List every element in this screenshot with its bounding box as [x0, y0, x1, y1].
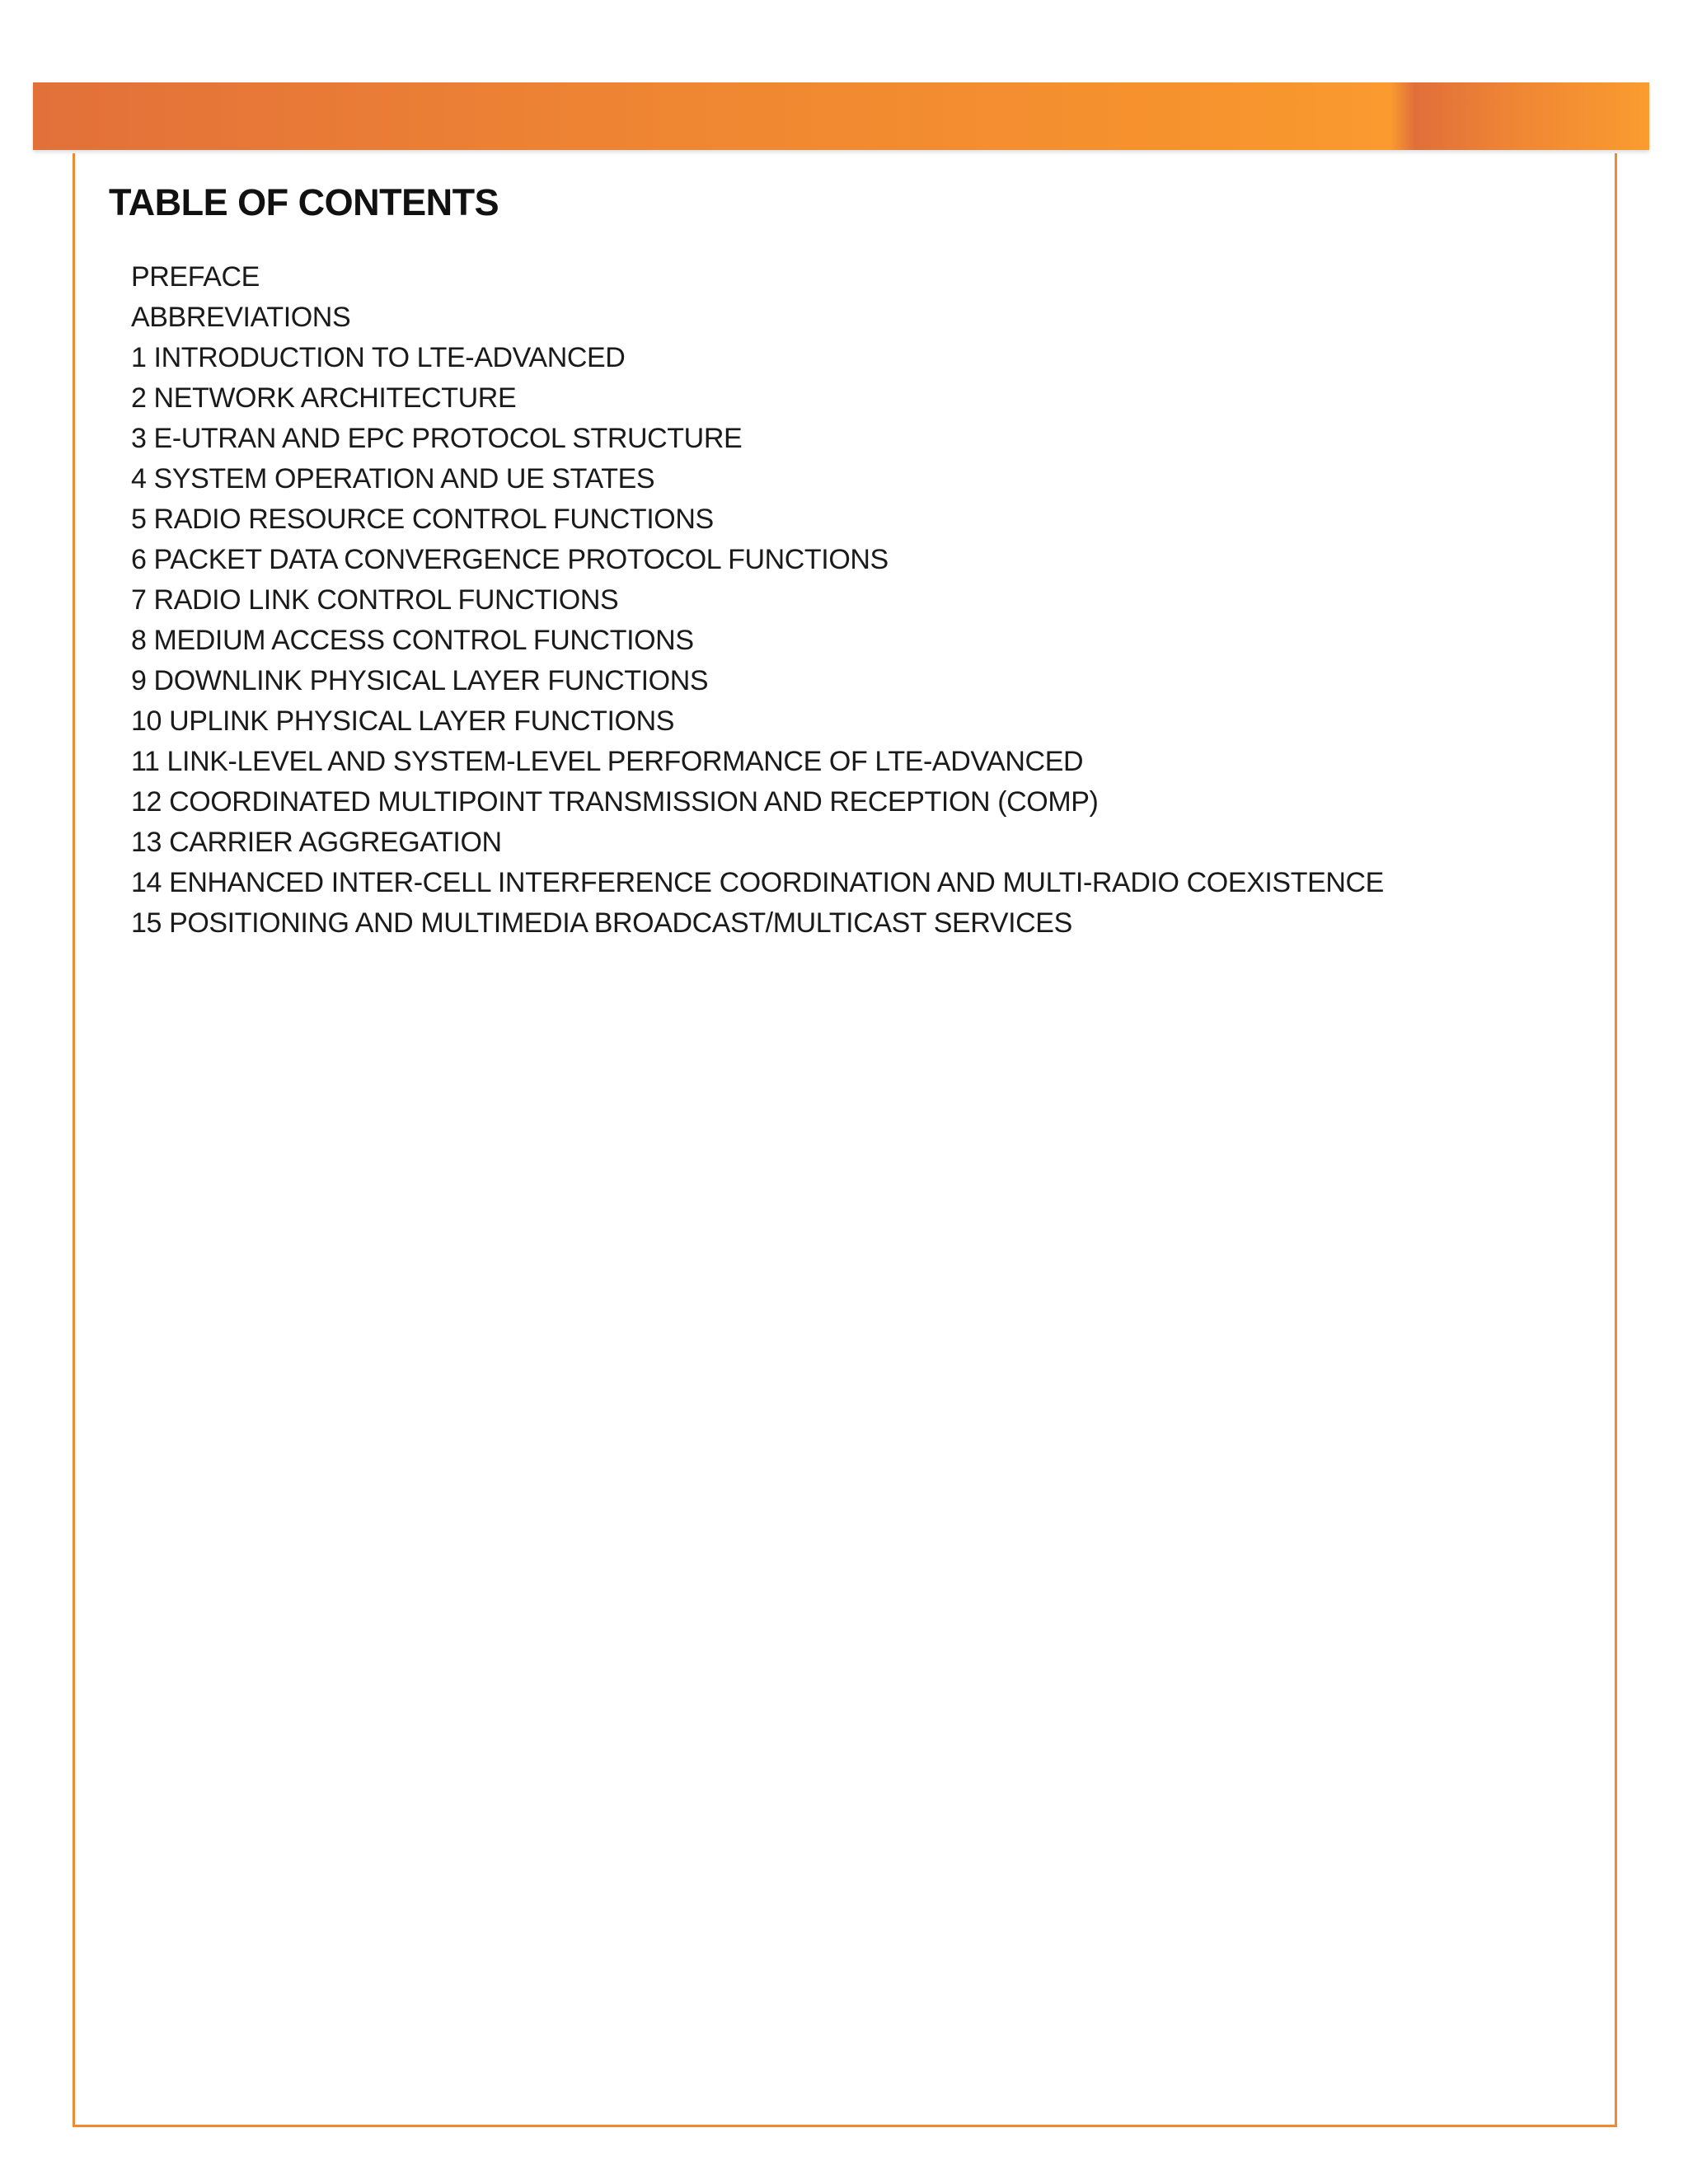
- toc-list: [131, 257, 1384, 944]
- toc-entry-chapter-15: 15 POSITIONING AND MULTIMEDIA BROADCAST/MULTICAST SERVICES: [131, 907, 1072, 939]
- header-banner: [33, 82, 1649, 150]
- toc-entry-preface: PREFACE: [131, 261, 260, 293]
- toc-entry-chapter-1: 1 INTRODUCTION TO LTE-ADVANCED: [131, 342, 626, 373]
- toc-entry-chapter-10: 10 UPLINK PHYSICAL LAYER FUNCTIONS: [131, 705, 675, 737]
- toc-entry-chapter-11: 11 LINK-LEVEL AND SYSTEM-LEVEL PERFORMANCE OF LTE-ADVANCED: [131, 746, 1084, 777]
- toc-entry-chapter-14: 14 ENHANCED INTER-CELL INTERFERENCE COORDINATION AND MULTI-RADIO COEXISTENCE: [131, 867, 1384, 898]
- toc-entry-chapter-3: 3 E-UTRAN AND EPC PROTOCOL STRUCTURE: [131, 423, 743, 454]
- toc-entry-chapter-2: 2 NETWORK ARCHITECTURE: [131, 382, 517, 414]
- toc-entry-chapter-12: 12 COORDINATED MULTIPOINT TRANSMISSION AND RECEPTION (COMP): [131, 786, 1099, 818]
- page-title: TABLE OF CONTENTS: [109, 181, 499, 223]
- toc-entry-chapter-13: 13 CARRIER AGGREGATION: [131, 827, 502, 858]
- toc-entry-chapter-4: 4 SYSTEM OPERATION AND UE STATES: [131, 463, 655, 494]
- toc-entry-chapter-5: 5 RADIO RESOURCE CONTROL FUNCTIONS: [131, 504, 714, 535]
- toc-entry-chapter-9: 9 DOWNLINK PHYSICAL LAYER FUNCTIONS: [131, 665, 709, 696]
- toc-entry-chapter-8: 8 MEDIUM ACCESS CONTROL FUNCTIONS: [131, 625, 694, 656]
- toc-entry-abbreviations: ABBREVIATIONS: [131, 302, 351, 333]
- toc-entry-chapter-7: 7 RADIO LINK CONTROL FUNCTIONS: [131, 584, 619, 616]
- toc-entry-chapter-6: 6 PACKET DATA CONVERGENCE PROTOCOL FUNCTIONS: [131, 544, 889, 575]
